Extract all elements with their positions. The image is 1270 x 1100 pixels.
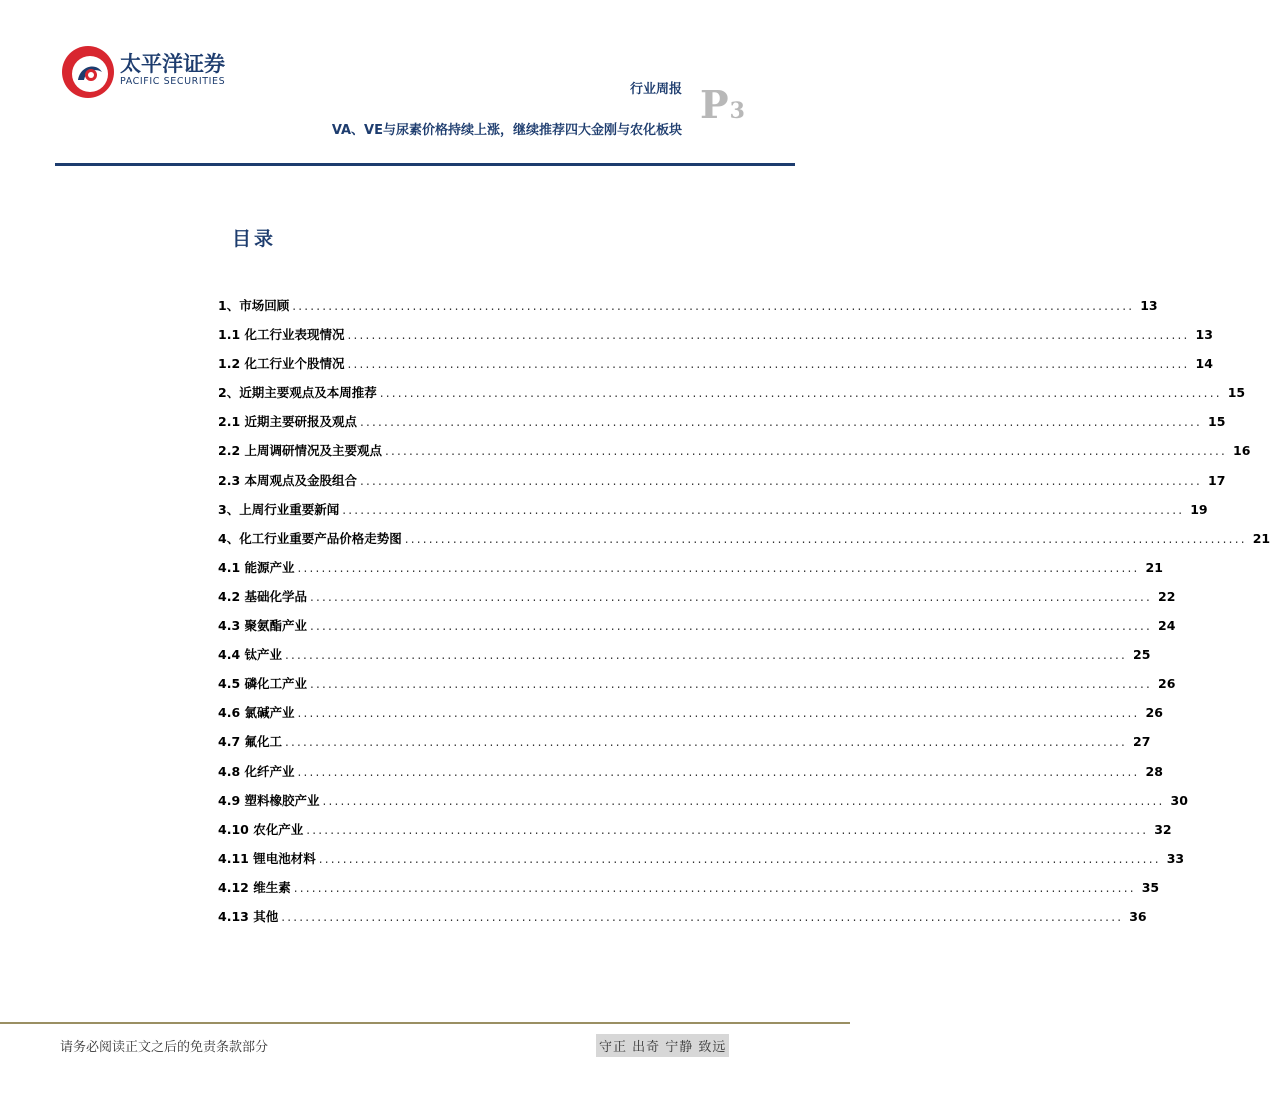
toc-dot-leader: ............................................................................................................................................ [322,793,1165,808]
toc-dot-leader: ............................................................................................................................................ [297,764,1140,779]
toc-entry-page: 13 [1195,327,1213,343]
toc-dot-leader: ............................................................................................................................................ [297,560,1140,575]
toc-entry-page: 15 [1227,385,1246,401]
toc-entry[interactable] [218,529,1270,558]
toc-entry-page: 14 [1195,356,1213,372]
toc-dot-leader: ............................................................................................................................................ [292,299,1135,313]
toc-entry-page: 32 [1154,821,1172,837]
toc-entry-title: 1.1 化工行业表现情况 [218,327,345,343]
toc-dot-leader: ............................................................................................................................................ [385,444,1228,459]
toc-entry-title: 2.3 本周观点及金股组合 [218,472,357,488]
report-title: VA、VE与尿素价格持续上涨，继续推荐四大金刚与农化板块 [331,123,682,138]
toc-entry-page: 21 [1145,559,1163,575]
table-of-contents [218,296,1270,936]
toc-entry[interactable] [218,645,1151,674]
toc-entry-page: 35 [1141,879,1160,895]
toc-entry-page: 13 [1140,298,1158,313]
toc-entry-title: 4.7 氟化工 [218,734,282,750]
toc-entry-page: 17 [1208,472,1226,488]
toc-entry-title: 4.9 塑料橡胶产业 [218,792,320,808]
toc-entry-title: 3、上周行业重要新闻 [218,501,340,517]
toc-dot-leader: ............................................................................................................................................ [342,502,1185,517]
toc-dot-leader: ............................................................................................................................................ [360,473,1203,488]
toc-entry[interactable] [218,296,1158,325]
toc-heading: 目录 [232,228,277,250]
toc-entry-title: 4.3 聚氨酯产业 [218,618,307,634]
toc-dot-leader: ............................................................................................................................................ [318,851,1161,866]
toc-dot-leader: ............................................................................................................................................ [347,357,1190,372]
toc-entry-page: 26 [1158,676,1176,692]
toc-entry-page: 30 [1170,792,1188,808]
footer-disclaimer: 请务必阅读正文之后的免责条款部分 [60,1040,269,1055]
toc-entry[interactable] [218,383,1246,412]
toc-entry-title: 4.10 农化产业 [218,821,304,837]
toc-entry-title: 4.4 钛产业 [218,647,282,663]
toc-dot-leader: ............................................................................................................................................ [281,909,1124,924]
toc-entry-page: 19 [1190,501,1208,517]
toc-dot-leader: ............................................................................................................................................ [379,386,1222,401]
page-number [700,82,745,127]
logo-chinese-name: 太平洋证券 [120,52,225,76]
toc-entry-page: 33 [1166,850,1185,866]
pacific-securities-logo-icon [60,44,116,100]
company-logo [60,44,240,102]
footer-divider [0,1022,850,1024]
page-number-letter: P [700,82,729,127]
toc-entry-title: 4.2 基础化学品 [218,588,307,604]
toc-entry-title: 4.11 锂电池材料 [218,850,316,866]
toc-entry[interactable] [218,849,1185,878]
toc-entry-title: 2.2 上周调研情况及主要观点 [218,443,382,459]
toc-entry[interactable] [218,412,1226,441]
toc-dot-leader: ............................................................................................................................................ [347,328,1190,343]
toc-entry-page: 24 [1158,618,1176,634]
toc-dot-leader: ............................................................................................................................................ [310,619,1153,634]
header-divider [55,163,795,166]
toc-entry-title: 4.13 其他 [218,908,279,924]
toc-entry[interactable] [218,354,1213,383]
toc-entry-title: 1、市场回顾 [218,298,290,313]
toc-entry[interactable] [218,500,1208,529]
toc-entry-title: 4、化工行业重要产品价格走势图 [218,530,402,546]
toc-entry-page: 36 [1129,908,1147,924]
toc-entry-page: 21 [1252,530,1270,546]
logo-english-name: PACIFIC SECURITIES [120,76,226,87]
toc-entry-page: 16 [1233,443,1251,459]
toc-dot-leader: ............................................................................................................................................ [285,735,1128,750]
toc-entry[interactable] [218,907,1147,936]
toc-entry-page: 15 [1208,414,1226,430]
toc-dot-leader: ............................................................................................................................................ [306,822,1149,837]
toc-entry-title: 2.1 近期主要研报及观点 [218,414,357,430]
toc-dot-leader: ............................................................................................................................................ [360,415,1203,430]
toc-entry[interactable] [218,471,1226,500]
toc-entry[interactable] [218,616,1176,645]
toc-entry-page: 25 [1133,647,1151,663]
toc-entry[interactable] [218,791,1188,820]
toc-entry-page: 28 [1145,763,1163,779]
toc-entry-title: 1.2 化工行业个股情况 [218,356,345,372]
toc-entry-title: 4.1 能源产业 [218,559,295,575]
toc-entry[interactable] [218,674,1176,703]
toc-entry[interactable] [218,878,1160,907]
toc-entry[interactable] [218,732,1151,761]
toc-entry-title: 2、近期主要观点及本周推荐 [218,385,377,401]
toc-entry[interactable] [218,703,1163,732]
toc-entry-page: 22 [1158,588,1176,604]
toc-dot-leader: ............................................................................................................................................ [310,677,1153,692]
toc-entry-title: 4.12 维生素 [218,879,291,895]
toc-entry-page: 26 [1145,705,1163,721]
toc-entry-title: 4.5 磷化工产业 [218,676,307,692]
toc-dot-leader: ............................................................................................................................................ [293,880,1136,895]
toc-entry[interactable] [218,558,1163,587]
toc-entry-page: 27 [1133,734,1151,750]
toc-entry[interactable] [218,762,1163,791]
toc-dot-leader: ............................................................................................................................................ [285,648,1128,663]
toc-entry-title: 4.8 化纤产业 [218,763,295,779]
toc-entry-title: 4.6 氯碱产业 [218,705,295,721]
toc-dot-leader: ............................................................................................................................................ [297,706,1140,721]
toc-dot-leader: ............................................................................................................................................ [404,531,1247,546]
report-type-label: 行业周报 [629,82,682,97]
toc-dot-leader: ............................................................................................................................................ [310,589,1153,604]
toc-entry[interactable] [218,820,1172,849]
toc-entry[interactable] [218,325,1213,354]
toc-entry[interactable] [218,441,1251,470]
toc-entry[interactable] [218,587,1176,616]
page-number-value: 3 [729,98,745,124]
footer-motto: 守正 出奇 宁静 致远 [596,1034,729,1057]
